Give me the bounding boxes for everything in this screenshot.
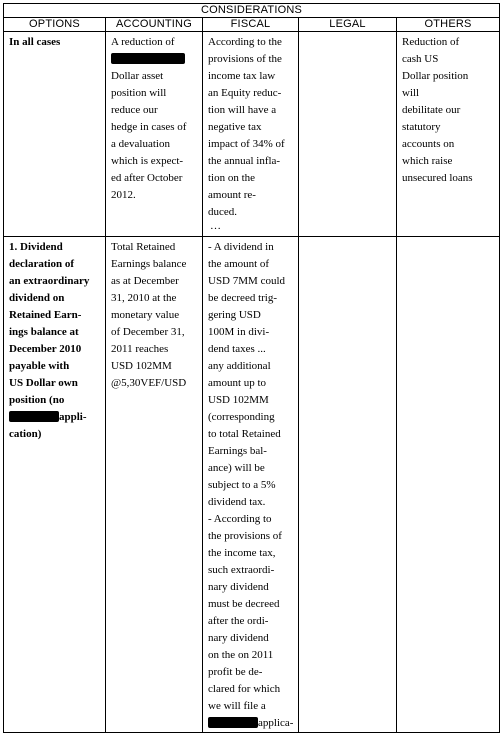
column-header-accounting: ACCOUNTING — [106, 18, 203, 32]
cell-line: statutory — [402, 121, 441, 133]
cell-line: such extraordi- — [208, 564, 275, 576]
fiscal-cell — [203, 32, 299, 237]
accounting-cell — [106, 32, 203, 237]
cell-line: we will file a — [208, 700, 266, 712]
cell-line: accounts on — [402, 138, 455, 150]
cell-line: after the ordi- — [208, 615, 269, 627]
cell-line: Dollar asset — [111, 70, 164, 82]
cell-line: as at December — [111, 275, 179, 287]
column-header-legal: LEGAL — [299, 18, 397, 32]
cell-line: tion will have a — [208, 104, 277, 116]
fiscal-cell — [203, 237, 299, 733]
cell-line: amount up to — [208, 377, 267, 389]
cell-line: position will — [111, 87, 167, 99]
cell-line: - A dividend in — [208, 241, 274, 253]
cell-line: cation) — [9, 428, 42, 440]
cell-line: profit be de- — [208, 666, 263, 678]
cell-line: (corresponding — [208, 411, 275, 423]
cell-line: US Dollar own — [9, 377, 78, 389]
cell-line: dividend tax. — [208, 496, 266, 508]
cell-line: 2011 reaches — [111, 343, 169, 355]
cell-line: the provisions of — [208, 530, 282, 542]
cell-line: amount re- — [208, 189, 256, 201]
option-cell — [4, 237, 106, 733]
cell-line: USD 102MM — [208, 394, 269, 406]
cell-text: applica- — [258, 717, 294, 729]
others-cell — [397, 237, 500, 733]
cell-line: cash US — [402, 53, 439, 65]
cell-line: which is expect- — [111, 155, 184, 167]
legal-cell — [299, 237, 397, 733]
cell-line: Earnings bal- — [208, 445, 267, 457]
cell-line: clared for which — [208, 683, 281, 695]
cell-line — [111, 51, 198, 68]
cell-line: provisions of the — [208, 53, 282, 65]
cell-line: declaration of — [9, 258, 75, 270]
cell-line: negative tax — [208, 121, 262, 133]
cell-line: any additional — [208, 360, 271, 372]
cell-line: an Equity reduc- — [208, 87, 282, 99]
cell-line: tion on the — [208, 172, 256, 184]
cell-line: the income tax, — [208, 547, 276, 559]
cell-line: income tax law — [208, 70, 276, 82]
cell-line: must be decreed — [208, 598, 280, 610]
cell-line: According to the — [208, 36, 282, 48]
table-row — [4, 237, 500, 733]
cell-line: the amount of — [208, 258, 270, 270]
cell-line: Dollar position — [402, 70, 469, 82]
cell-line: monetary value — [111, 309, 180, 321]
cell-line: gering USD — [208, 309, 261, 321]
cell-line: dend taxes ... — [208, 343, 266, 355]
legal-cell — [299, 32, 397, 237]
cell-line: @5,30VEF/USD — [111, 377, 187, 389]
cell-line: payable with — [9, 360, 70, 372]
cell-line: of December 31, — [111, 326, 185, 338]
cell-line — [9, 409, 101, 426]
cell-line: - According to — [208, 513, 272, 525]
cell-line: subject to a 5% — [208, 479, 276, 491]
cell-line: the annual infla- — [208, 155, 281, 167]
cell-line: which raise — [402, 155, 453, 167]
cell-line: to total Retained — [208, 428, 281, 440]
cell-line: … — [210, 220, 221, 232]
cell-line: ance) will be — [208, 462, 265, 474]
cell-line: on the on 2011 — [208, 649, 274, 661]
cell-line: hedge in cases of — [111, 121, 187, 133]
column-header-fiscal: FISCAL — [203, 18, 299, 32]
table-row — [4, 32, 500, 237]
cell-line: USD 102MM — [111, 360, 172, 372]
cell-line: December 2010 — [9, 343, 82, 355]
cell-line: dividend on — [9, 292, 65, 304]
cell-line: debilitate our — [402, 104, 461, 116]
considerations-table — [3, 3, 500, 733]
cell-line: will — [402, 87, 420, 99]
cell-line: unsecured loans — [402, 172, 473, 184]
column-header-others: OTHERS — [397, 18, 500, 32]
cell-line: nary dividend — [208, 632, 269, 644]
cell-line: Reduction of — [402, 36, 460, 48]
cell-line — [208, 715, 294, 732]
option-cell — [4, 32, 106, 237]
cell-line: ings balance at — [9, 326, 79, 338]
cell-line: Total Retained — [111, 241, 176, 253]
cell-line: Retained Earn- — [9, 309, 82, 321]
cell-line: 1. Dividend — [9, 241, 63, 253]
cell-line: 31, 2010 at the — [111, 292, 177, 304]
accounting-cell — [106, 237, 203, 733]
cell-line: 100M in divi- — [208, 326, 270, 338]
column-header-options: OPTIONS — [4, 18, 106, 32]
cell-text: appli- — [59, 411, 87, 423]
cell-line: reduce our — [111, 104, 158, 116]
cell-line: position (no — [9, 394, 65, 406]
cell-line: a devaluation — [111, 138, 170, 150]
table-title: CONSIDERATIONS — [4, 4, 500, 18]
redaction-mark — [111, 53, 185, 64]
redaction-mark — [9, 411, 59, 422]
cell-line: impact of 34% of — [208, 138, 285, 150]
cell-line: In all cases — [9, 36, 61, 48]
cell-line: be decreed trig- — [208, 292, 278, 304]
cell-line: ed after October — [111, 172, 183, 184]
cell-line: 2012. — [111, 189, 136, 201]
cell-line: USD 7MM could — [208, 275, 286, 287]
cell-line: an extraordinary — [9, 275, 90, 287]
cell-line: nary dividend — [208, 581, 269, 593]
others-cell — [397, 32, 500, 237]
redaction-mark — [208, 717, 258, 728]
cell-line: A reduction of — [111, 36, 175, 48]
cell-line: Earnings balance — [111, 258, 187, 270]
cell-line: duced. — [208, 206, 238, 218]
